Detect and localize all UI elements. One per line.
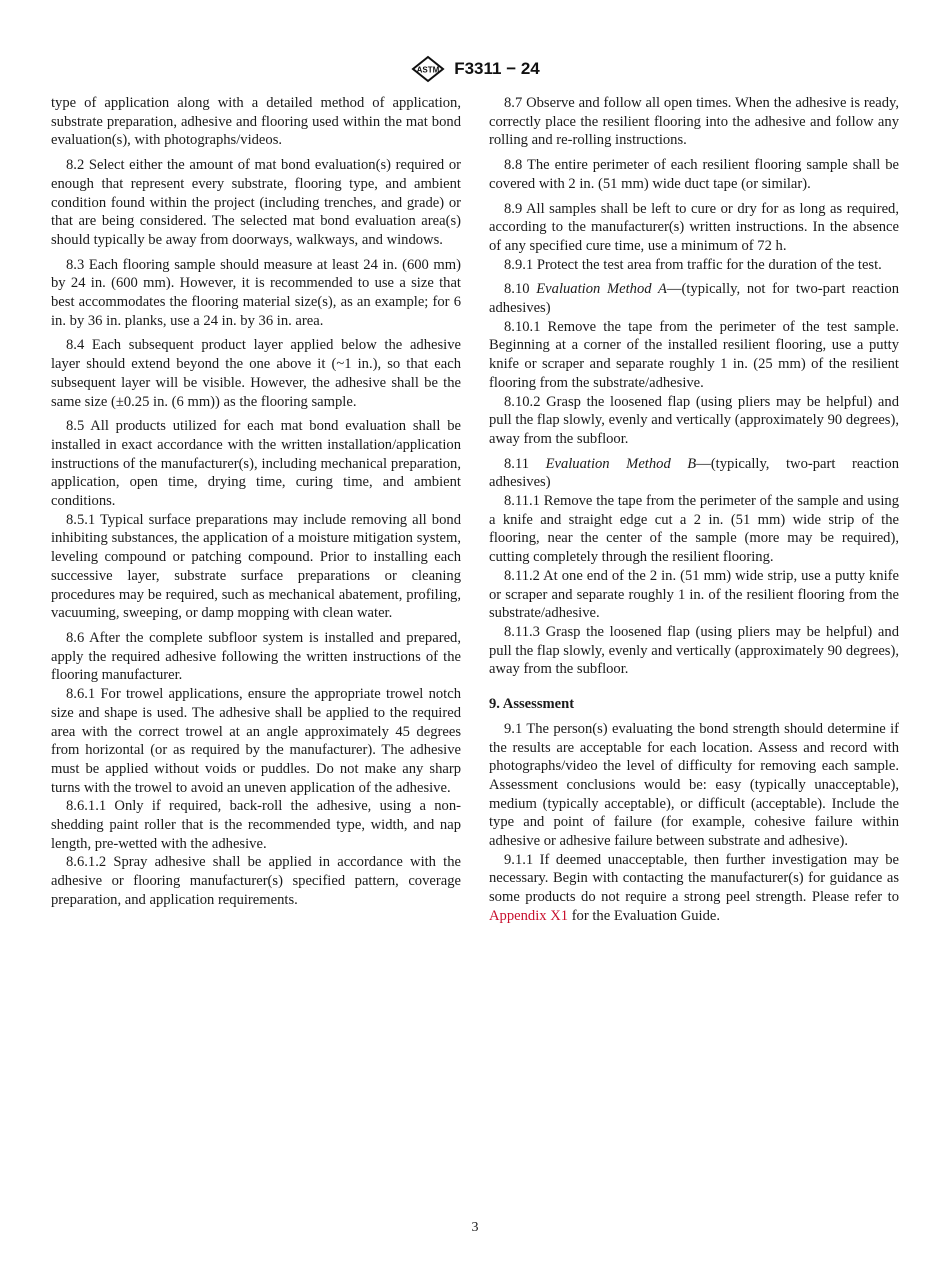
paragraph-8-11-3: 8.11.3 Grasp the loosened flap (using pliers may be helpful) and pull the flap slowly, evenly and vertically (approximately 90 degrees), away from the subfloor. [489,623,899,678]
evaluation-method-a-title: Evaluation Method A [536,281,667,298]
section-number-8-10: 8.10 [504,281,530,298]
paragraph-8-10-2: 8.10.2 Grasp the loosened flap (using pliers may be helpful) and pull the flap slowly, evenly and vertically (approximately 90 degrees), away from the subfloor. [489,393,899,447]
paragraph-8-11-2: 8.11.2 At one end of the 2 in. (51 mm) wide strip, use a putty knife or scraper and separate roughly 1 in. of the resilient flooring from the substrate/adhesive. [489,567,899,622]
evaluation-method-b-title: Evaluation Method B [545,455,697,472]
paragraph-8-6-1-1: 8.6.1.1 Only if required, back-roll the adhesive, using a non-shedding paint roller that is the recommended type, width, and nap length, pre-wetted with the adhesive. [51,798,461,852]
paragraph-8-7: 8.7 Observe and follow all open times. When the adhesive is ready, correctly place the resilient flooring into the adhesive and follow any rolling and re-rolling instructions. [489,95,899,149]
evaluation-method-a-note: —(typically, not for two-part reaction adhesives) [489,281,899,317]
right-column [489,94,899,932]
page-header [0,54,950,84]
left-column [51,94,461,916]
paragraph-9-1-1-text: 9.1.1 If deemed unacceptable, then further investigation may be necessary. Begin with contacting the manufacturer(s) for guidance as some products do not require a strong peel strength. Please refer to [489,851,899,906]
paragraph-8-5-1: 8.5.1 Typical surface preparations may include removing all bond inhibiting substances, the application of a moisture mitigation system, leveling compound or patching compound. Prior to installing each successive layer, substrate surface preparations or cleaning procedures may be required, such as mechanical abatement, profiling, vacuuming, sweeping, or damp mopping with clean water. [51,511,461,622]
paragraph-8-6-1: 8.6.1 For trowel applications, ensure the appropriate trowel notch size and shape is used. The adhesive shall be applied to the required area with the correct trowel at an angle approximately 45 degrees from horizontal (or as required by the manufacturer). The adhesive must be applied without voids or puddles. Do not make any sharp turns with the trowel to avoid an uneven application of the adhesive. [51,686,461,796]
standard-designation: F3311 − 24 [454,59,540,78]
evaluation-method-b-note: —(typically, two-part reaction adhesives) [489,455,899,491]
paragraph-8-9: 8.9 All samples shall be left to cure or dry for as long as required, according to the manufacturer(s) written instructions. In the absence of any specified cure time, use a minimum of 72 h. [489,200,899,254]
svg-text:ASTM: ASTM [416,65,440,75]
paragraph-continued: type of application along with a detailed method of application, substrate preparation, adhesive and flooring used within the mat bond evaluation(s), with photographs/videos. [51,95,461,149]
paragraph-8-11-1: 8.11.1 Remove the tape from the perimeter of the sample and using a knife and straight edge cut a 2 in. (51 mm) wide strip of the flooring, near the center of the sample (more may be required), cutting completely through the resilient flooring. [489,493,899,566]
paragraph-8-6: 8.6 After the complete subfloor system is installed and prepared, apply the required adhesive following the written instructions of the flooring manufacturer. [51,629,461,684]
astm-logo-icon [410,55,446,83]
paragraph-8-8: 8.8 The entire perimeter of each resilient flooring sample shall be covered with 2 in. (51 mm) wide duct tape (or similar). [489,157,899,192]
paragraph-8-4: 8.4 Each subsequent product layer applied below the adhesive layer should extend beyond the one above it (~1 in.), so that each subsequent layer will be visible. However, the adhesive shall be the same size (±0.25 in. (6 mm)) as the flooring sample. [51,337,461,410]
appendix-x1-link[interactable]: Appendix X1 [489,907,569,924]
page-number: 3 [471,1220,479,1235]
paragraph-8-2: 8.2 Select either the amount of mat bond evaluation(s) required or enough that represent every substrate, flooring type, and ambient condition found within the project (including trenches, and grade) or that are being considered. The selected mat bond evaluation area(s) should typically be away from doorways, walkways, and windows. [51,157,461,248]
paragraph-8-9-1: 8.9.1 Protect the test area from traffic for the duration of the test. [504,256,882,273]
section-9-heading: 9. Assessment [489,696,575,713]
paragraph-8-6-1-2: 8.6.1.2 Spray adhesive shall be applied in accordance with the adhesive or flooring manufacturer(s) specified pattern, coverage preparation, and application requirements. [51,854,461,908]
paragraph-8-5: 8.5 All products utilized for each mat bond evaluation shall be installed in exact accordance with the written installation/application instructions of the manufacturer(s), including mechanical preparation, application, open time, drying time, curing time, and ambient conditions. [51,418,461,510]
paragraph-8-11 [489,455,899,492]
paragraph-8-10 [489,280,899,317]
paragraph-8-10-1: 8.10.1 Remove the tape from the perimeter of the test sample. Beginning at a corner of the installed resilient flooring, use a putty knife or scraper and separate roughly 1 in. (25 mm) of the resilient flooring from the substrate/adhesive. [489,318,899,391]
paragraph-9-1-1 [489,851,899,926]
paragraph-8-3: 8.3 Each flooring sample should measure at least 24 in. (600 mm) by 24 in. (600 mm). However, it is recommended to use a size that best accommodates the flooring material size(s), as an example; for 6 in. by 36 in. planks, use a 24 in. by 36 in. area. [51,256,461,329]
paragraph-9-1-1-end: for the Evaluation Guide. [568,907,721,924]
paragraph-9-1: 9.1 The person(s) evaluating the bond strength should determine if the results are acceptable for each location. Assess and record with photographs/video the level of difficulty for removing each sample. Assessment conclusions would be: easy (typically unacceptable), medium (typically acceptable), or difficult (acceptable). Include the type and point of failure (for example, cohesive failure within adhesive or adhesive failure between substrate and adhesive). [489,720,899,850]
section-number-8-11: 8.11 [504,455,529,472]
